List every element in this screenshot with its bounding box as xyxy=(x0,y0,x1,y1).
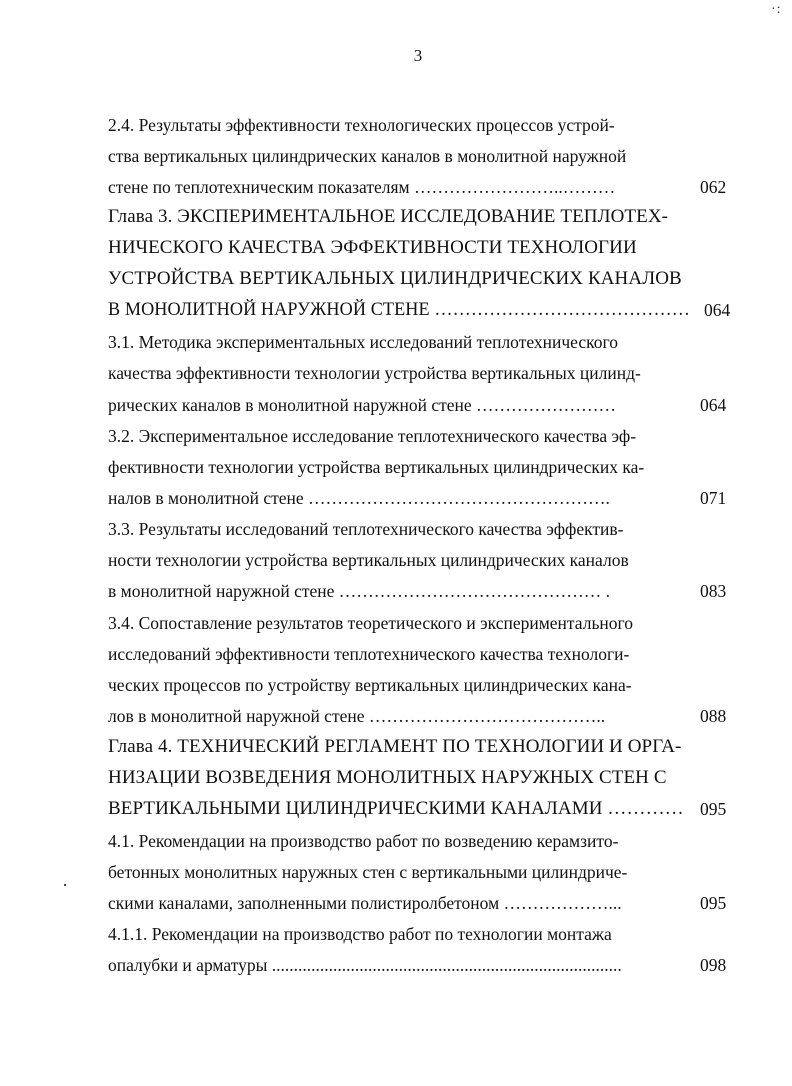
toc-line: бетонных монолитных наружных стен с вертикальными цилиндриче- xyxy=(108,862,628,882)
toc-line: ства вертикальных цилиндрических каналов в монолитной наружной xyxy=(108,146,627,166)
toc-line: В МОНОЛИТНОЙ НАРУЖНОЙ СТЕНЕ …………………………………… xyxy=(108,299,690,320)
toc-line: 4.1.1. Рекомендации на производство работ по технологии монтажа xyxy=(108,924,612,944)
toc-line: в монолитной наружной стене ……………………………………… . xyxy=(108,581,611,601)
toc-page-ref: 098 xyxy=(700,955,727,975)
toc-line: стене по теплотехническим показателям ……………………..……… xyxy=(108,177,616,197)
page-number: 3 xyxy=(413,46,423,65)
corner-mark: ·: xyxy=(771,2,782,17)
toc-page-ref: 095 xyxy=(700,893,727,913)
toc-line: ческих процессов по устройству вертикальных цилиндрических кана- xyxy=(108,675,632,695)
toc-line: 3.3. Результаты исследований теплотехнического качества эффектив- xyxy=(108,519,624,539)
toc-page-ref: 064 xyxy=(700,395,727,415)
toc-line: фективности технологии устройства вертикальных цилиндрических ка- xyxy=(108,457,645,477)
toc-line: исследований эффективности теплотехнического качества технологи- xyxy=(108,644,630,664)
margin-dot xyxy=(64,884,66,886)
toc-line: Глава 3. ЭКСПЕРИМЕНТАЛЬНОЕ ИССЛЕДОВАНИЕ ТЕПЛОТЕХ- xyxy=(108,206,669,227)
toc-page-ref: 062 xyxy=(700,177,727,197)
toc-page-ref: 071 xyxy=(700,488,727,508)
toc-page-ref: 088 xyxy=(700,706,727,726)
toc-line: Глава 4. ТЕХНИЧЕСКИЙ РЕГЛАМЕНТ ПО ТЕХНОЛОГИИ И ОРГА- xyxy=(108,736,682,757)
toc-line: качества эффективности технологии устройства вертикальных цилинд- xyxy=(108,363,641,383)
toc-page-ref: 083 xyxy=(700,581,727,601)
toc-line: рических каналов в монолитной наружной стене …………………… xyxy=(108,395,617,415)
toc-line: 4.1. Рекомендации на производство работ по возведению керамзито- xyxy=(108,831,619,851)
toc-line: 3.1. Методика экспериментальных исследований теплотехнического xyxy=(108,332,618,352)
toc-line: 3.2. Экспериментальное исследование теплотехнического качества эф- xyxy=(108,426,637,446)
toc-page-ref: 064 xyxy=(704,300,731,320)
toc-line: налов в монолитной стене ……………………………………………. xyxy=(108,488,610,508)
toc-line: НИЧЕСКОГО КАЧЕСТВА ЭФФЕКТИВНОСТИ ТЕХНОЛОГИИ xyxy=(108,237,637,258)
toc-line: ности технологии устройства вертикальных цилиндрических каналов xyxy=(108,550,629,570)
toc-line: 3.4. Сопоставление результатов теоретического и экспериментального xyxy=(108,613,634,633)
toc-line: УСТРОЙСТВА ВЕРТИКАЛЬНЫХ ЦИЛИНДРИЧЕСКИХ КАНАЛОВ xyxy=(108,268,682,289)
toc-line: НИЗАЦИИ ВОЗВЕДЕНИЯ МОНОЛИТНЫХ НАРУЖНЫХ СТЕН С xyxy=(108,767,667,788)
toc-line: скими каналами, заполненными полистиролбетоном ………………... xyxy=(108,893,622,913)
toc-line: 2.4. Результаты эффективности технологических процессов устрой- xyxy=(108,115,615,135)
toc-line: опалубки и арматуры ................................................................................ xyxy=(108,955,622,975)
toc-line: ВЕРТИКАЛЬНЫМИ ЦИЛИНДРИЧЕСКИМИ КАНАЛАМИ ………… xyxy=(108,798,684,819)
toc-page-ref: 095 xyxy=(700,799,727,819)
toc-line: лов в монолитной наружной стене ………………………………….. xyxy=(108,706,606,726)
